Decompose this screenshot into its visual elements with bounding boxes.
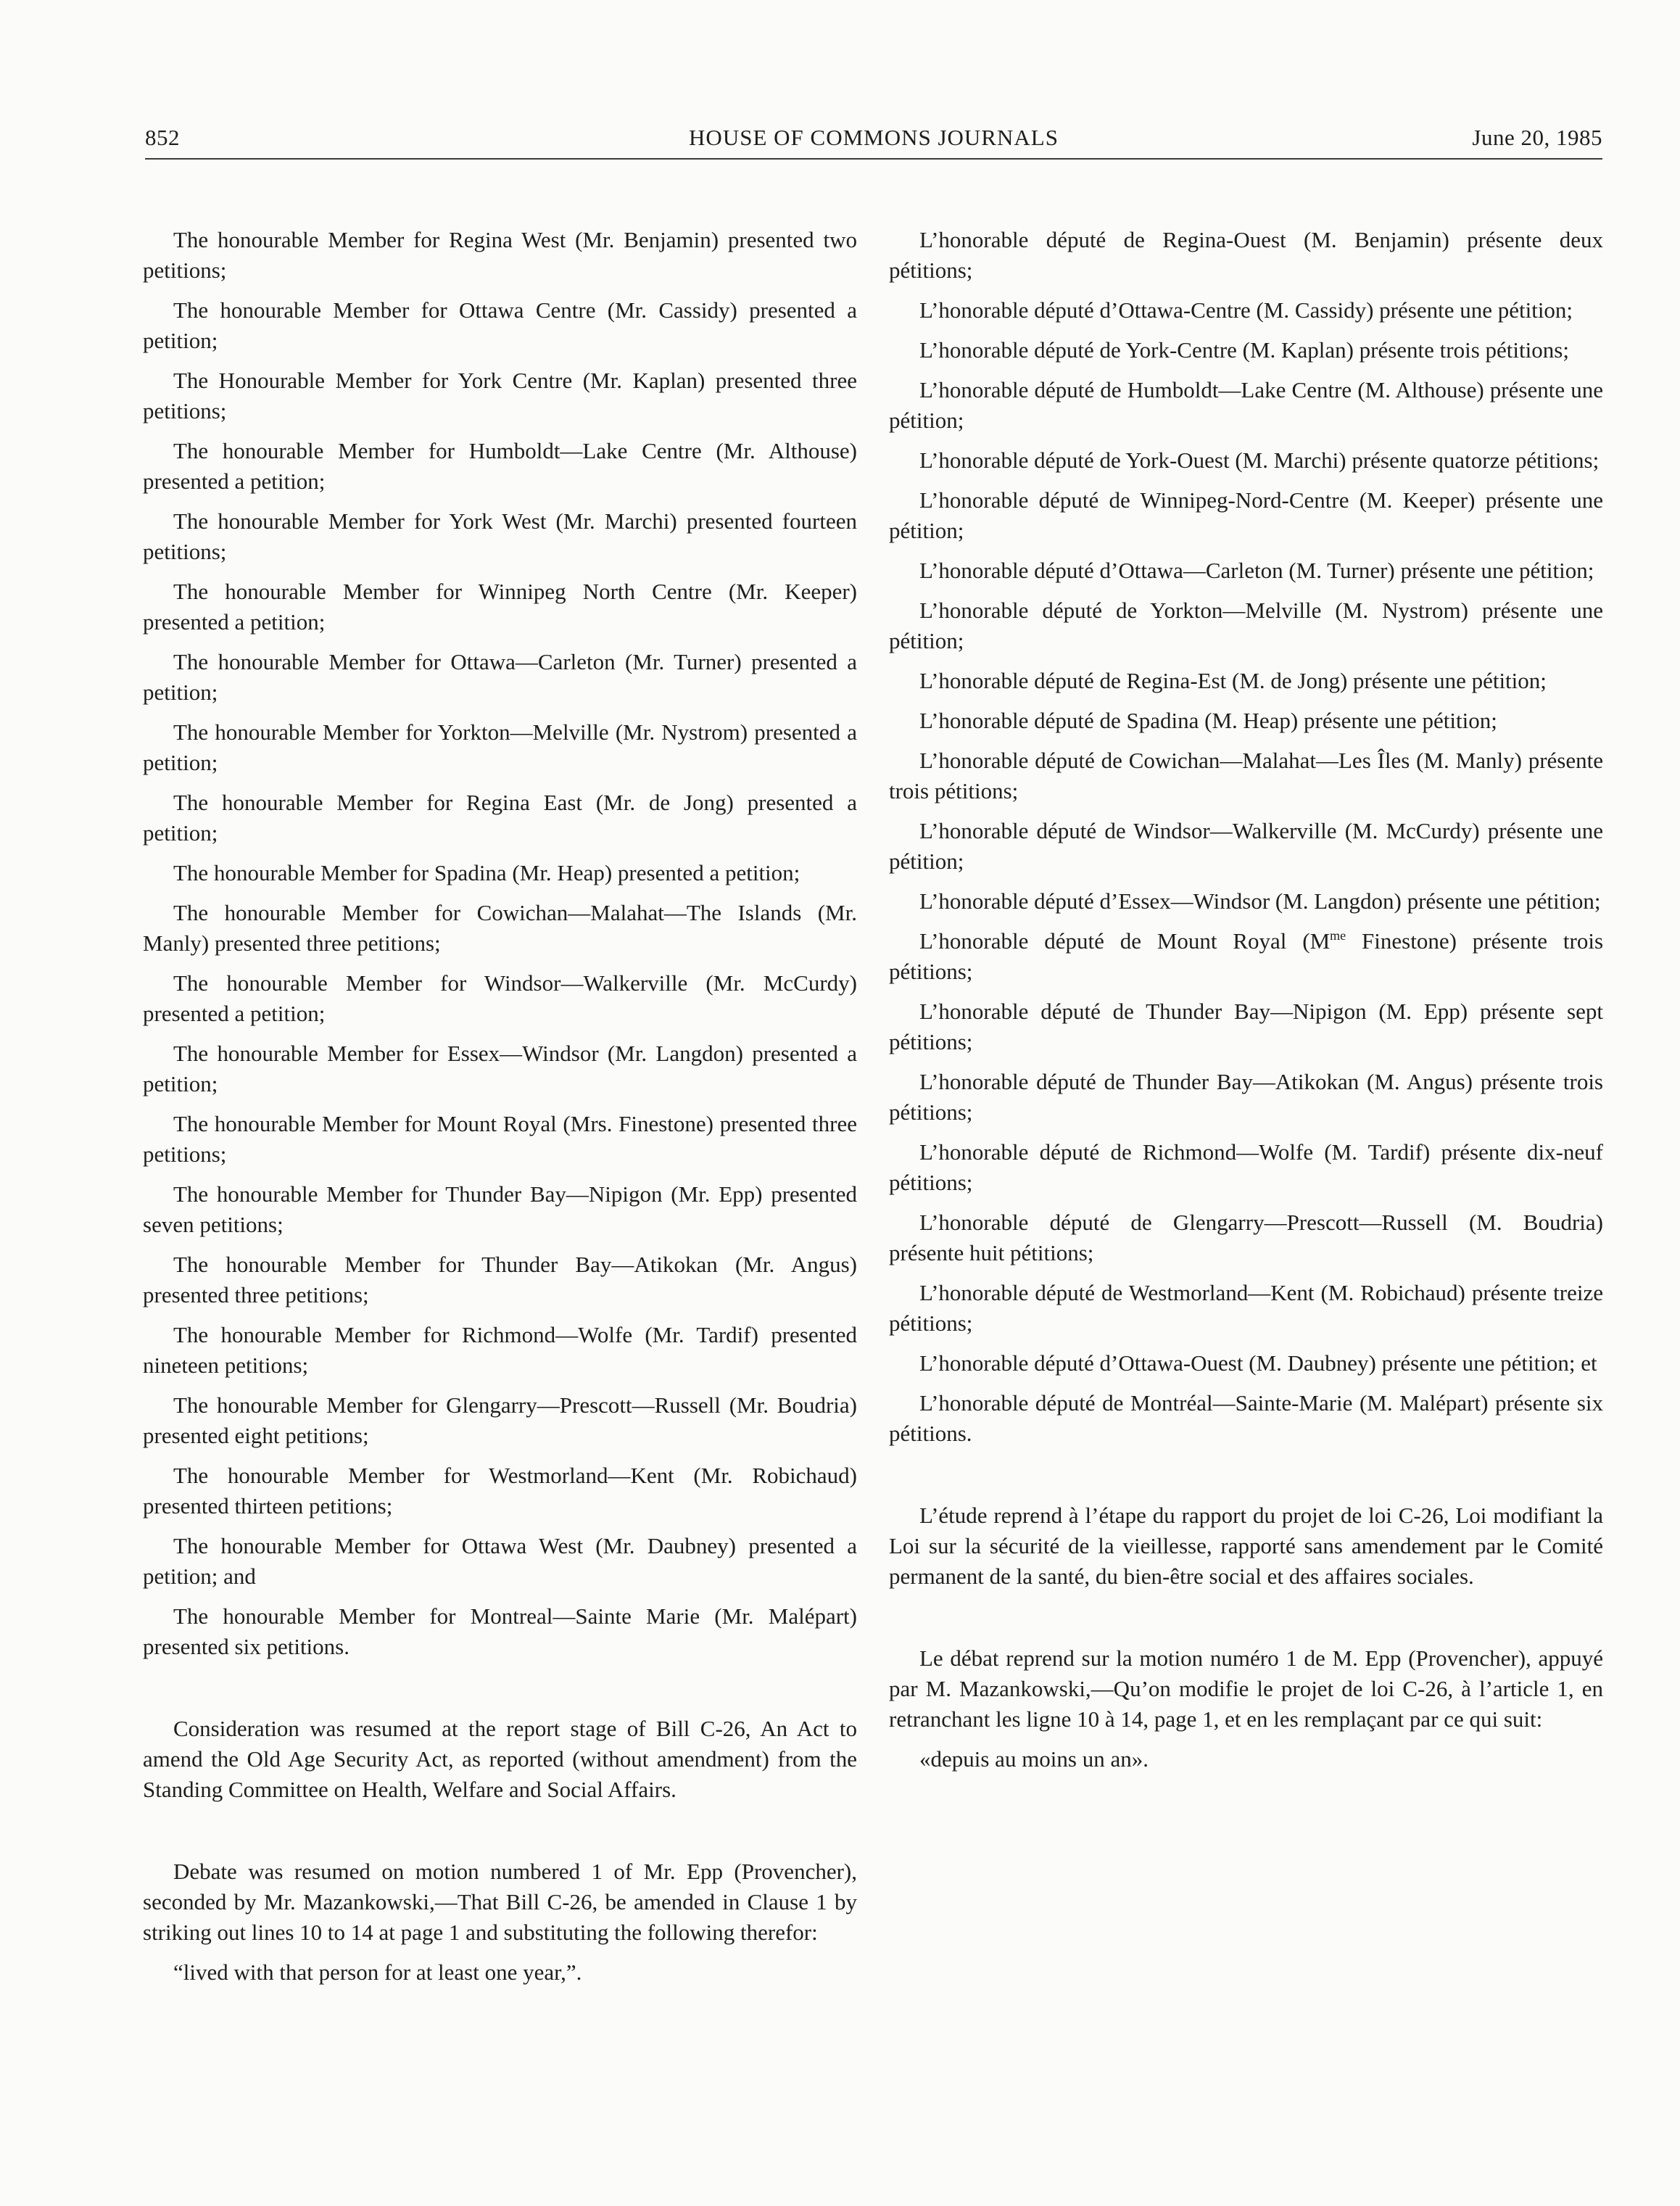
petition-entry: The honourable Member for Thunder Bay—Atikokan (Mr. Angus) presented three petitions; (143, 1252, 857, 1308)
petition-entry: L’honorable député d’Essex—Windsor (M. Langdon) présente une pétition; (919, 888, 1601, 914)
petition-entry: L’honorable député d’Ottawa-Centre (M. Cassidy) présente une pétition; (919, 297, 1573, 323)
petition-entry: The honourable Member for Yorkton—Melville (Mr. Nystrom) presented a petition; (143, 719, 857, 775)
petition-entry: L’honorable député de Thunder Bay—Atikokan (M. Angus) présente trois pétitions; (889, 1069, 1603, 1125)
petition-entry: L’honorable député de Cowichan—Malahat—Les Îles (M. Manly) présente trois pétitions; (889, 748, 1603, 804)
petition-entry: L’honorable député de Glengarry—Prescott—Russell (M. Boudria) présente huit pétitions; (889, 1210, 1603, 1265)
page-header (145, 125, 1602, 160)
petition-entry: The honourable Member for Richmond—Wolfe (Mr. Tardif) presented nineteen petitions; (143, 1322, 857, 1378)
petition-entry: L’honorable député de Yorkton—Melville (M. Nystrom) présente une pétition; (889, 598, 1603, 653)
page-number: 852 (145, 125, 180, 150)
petition-entry: L’honorable député de Spadina (M. Heap) présente une pétition; (919, 708, 1497, 733)
petition-entry: The honourable Member for Cowichan—Malahat—The Islands (Mr. Manly) presented three petitions; (143, 900, 857, 956)
petition-entry: L’honorable député de Regina-Ouest (M. Benjamin) présente deux pétitions; (889, 227, 1603, 283)
petition-entry: L’honorable député de Humboldt—Lake Centre (M. Althouse) présente une pétition; (889, 377, 1603, 433)
journal-title: HOUSE OF COMMONS JOURNALS (689, 125, 1059, 150)
mme-superscript: me (1330, 928, 1346, 943)
english-column (143, 225, 857, 1997)
petition-entry: The honourable Member for Glengarry—Prescott—Russell (Mr. Boudria) presented eight petitions; (143, 1392, 857, 1448)
french-column (889, 225, 1603, 1784)
petition-entry: The honourable Member for Regina West (Mr. Benjamin) presented two petitions; (143, 227, 857, 283)
petition-entry: L’honorable député de Richmond—Wolfe (M. Tardif) présente dix-neuf pétitions; (889, 1139, 1603, 1195)
section-gap (889, 1601, 1603, 1643)
petition-entry: The honourable Member for Ottawa West (Mr. Daubney) presented a petition; and (143, 1533, 857, 1589)
petition-entry: The honourable Member for Windsor—Walkerville (Mr. McCurdy) presented a petition; (143, 970, 857, 1026)
amendment-quote: «depuis au moins un an». (919, 1746, 1149, 1772)
petition-entry: L’honorable député de Windsor—Walkerville (M. McCurdy) présente une pétition; (889, 818, 1603, 874)
petition-entry: The honourable Member for Mount Royal (Mrs. Finestone) presented three petitions; (143, 1111, 857, 1167)
petition-entry: The honourable Member for Montreal—Sainte Marie (Mr. Malépart) presented six petitions. (143, 1603, 857, 1659)
petition-entry: The honourable Member for Essex—Windsor (Mr. Langdon) presented a petition; (143, 1041, 857, 1096)
petition-entry: The honourable Member for Ottawa—Carleton (Mr. Turner) presented a petition; (143, 649, 857, 705)
petition-entry: L’honorable député de Winnipeg-Nord-Centre (M. Keeper) présente une pétition; (889, 487, 1603, 543)
petition-entry: L’honorable député de Regina-Est (M. de Jong) présente une pétition; (919, 668, 1547, 693)
petition-entry: L’honorable député de Montréal—Sainte-Marie (M. Malépart) présente six pétitions. (889, 1390, 1603, 1446)
petition-entry: L’honorable député d’Ottawa-Ouest (M. Daubney) présente une pétition; et (919, 1350, 1597, 1376)
petition-entry: The Honourable Member for York Centre (Mr. Kaplan) presented three petitions; (143, 368, 857, 424)
debate-paragraph: Le débat reprend sur la motion numéro 1 de M. Epp (Provencher), appuyé par M. Mazankowski,—Qu’on modifie le projet de loi C-26, à l’article 1, en retranchant les ligne 10 à 14, page 1, et en les remplaçant par ce qui suit: (889, 1645, 1603, 1732)
mount-royal-text-start: L’honorable député de Mount Royal (M (919, 928, 1331, 954)
mount-royal-text-end: Finestone) présente trois pétitions; (889, 928, 1604, 984)
petition-entry: The honourable Member for Humboldt—Lake Centre (Mr. Althouse) presented a petition; (143, 438, 857, 494)
petition-entry: L’honorable député d’Ottawa—Carleton (M. Turner) présente une pétition; (919, 558, 1594, 583)
petition-entry-mount-royal (889, 926, 1603, 987)
section-gap (143, 1814, 857, 1856)
petition-entry: The honourable Member for Thunder Bay—Nipigon (Mr. Epp) presented seven petitions; (143, 1181, 857, 1237)
petition-entry: The honourable Member for Regina East (Mr. de Jong) presented a petition; (143, 790, 857, 846)
petition-entry: The honourable Member for York West (Mr. Marchi) presented fourteen petitions; (143, 508, 857, 564)
petition-entry: L’honorable député de Thunder Bay—Nipigon (M. Epp) présente sept pétitions; (889, 999, 1603, 1054)
petition-entry: The honourable Member for Winnipeg North Centre (Mr. Keeper) presented a petition; (143, 579, 857, 635)
petition-entry: The honourable Member for Ottawa Centre (Mr. Cassidy) presented a petition; (143, 297, 857, 353)
petition-entry: L’honorable député de Westmorland—Kent (M. Robichaud) présente treize pétitions; (889, 1280, 1603, 1336)
petition-entry: The honourable Member for Spadina (Mr. Heap) presented a petition; (173, 860, 800, 885)
section-gap (889, 1458, 1603, 1500)
section-gap (143, 1672, 857, 1714)
amendment-quote: “lived with that person for at least one year,”. (173, 1959, 582, 1985)
consideration-paragraph: Consideration was resumed at the report stage of Bill C-26, An Act to amend the Old Age Security Act, as reported (without amendment) from the Standing Committee on Health, Welfare and Social Affairs. (143, 1716, 857, 1802)
journal-date: June 20, 1985 (1472, 125, 1602, 150)
consideration-paragraph: L’étude reprend à l’étape du rapport du projet de loi C-26, Loi modifiant la Loi sur la sécurité de la vieillesse, rapporté sans amendement par le Comité permanent de la santé, du bien-être social et des affaires sociales. (889, 1503, 1603, 1589)
debate-paragraph: Debate was resumed on motion numbered 1 of Mr. Epp (Provencher), seconded by Mr. Mazankowski,—That Bill C-26, be amended in Clause 1 by striking out lines 10 to 14 at page 1 and substituting the following therefor: (143, 1859, 857, 1945)
petition-entry: The honourable Member for Westmorland—Kent (Mr. Robichaud) presented thirteen petitions; (143, 1463, 857, 1519)
petition-entry: L’honorable député de York-Ouest (M. Marchi) présente quatorze pétitions; (919, 447, 1600, 473)
petition-entry: L’honorable député de York-Centre (M. Kaplan) présente trois pétitions; (919, 337, 1569, 363)
